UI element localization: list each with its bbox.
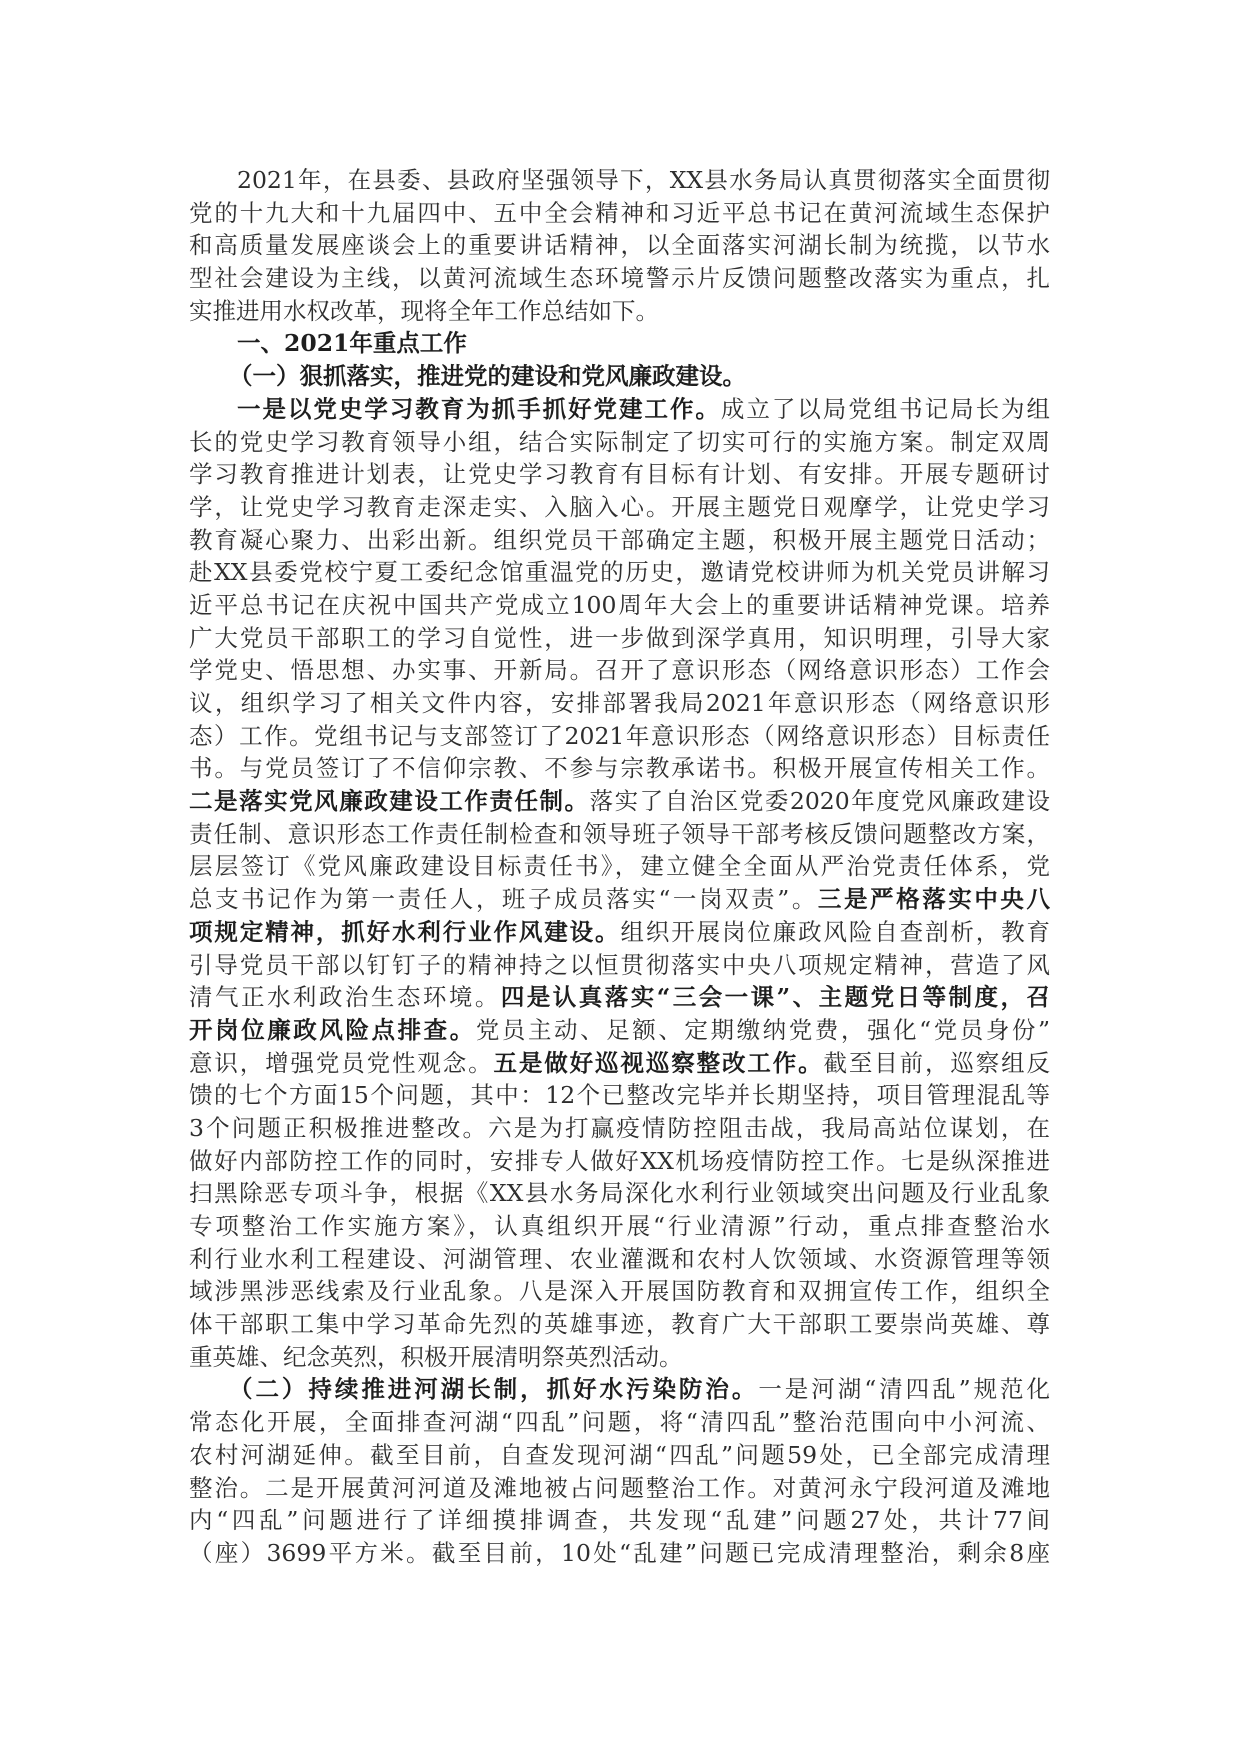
text-line [189,850,1050,883]
text-line [189,654,1050,687]
body-text: 态）工作。党组书记与支部签订了2021年意识形态（网络意识形态）目标责任 [189,721,1050,750]
text-line [189,589,1050,622]
body-text: 域涉黑涉恶线索及行业乱象。八是深入开展国防教育和双拥宣传工作，组织全 [189,1277,1050,1306]
body-text: 层层签订《党风廉政建设目标责任书》，建立健全全面从严治党责任体系，党 [189,852,1050,881]
text-line [189,295,1050,328]
body-text: 做好内部防控工作的同时，安排专人做好XX机场疫情防控工作。七是纵深推进 [189,1146,1050,1175]
body-text: 责任制、意识形态工作责任制检查和领导班子领导干部考核反馈问题整改方案， [189,819,1050,848]
body-text: 体干部职工集中学习革命先烈的英雄事迹，教育广大干部职工要崇尚英雄、尊 [189,1310,1050,1339]
document-body [189,164,1050,1570]
body-text: 一是河湖“清四乱”规范化 [758,1375,1051,1404]
body-text: 党的十九大和十九届四中、五中全会精神和习近平总书记在黄河流域生态保护 [189,198,1050,227]
body-text: 型社会建设为主线，以黄河流域生态环境警示片反馈问题整改落实为重点，扎 [189,264,1050,293]
bold-heading-text: 一、2021年重点工作 [237,329,467,358]
bold-heading-text: 项规定精神，抓好水利行业作风建设。 [189,917,621,946]
body-text: 馈的七个方面15个问题，其中：12个已整改完毕并长期坚持，项目管理混乱等 [189,1081,1050,1110]
text-line [189,458,1050,491]
text-line [189,1210,1050,1243]
body-text: 扫黑除恶专项斗争，根据《XX县水务局深化水利行业领域突出问题及行业乱象 [189,1179,1050,1208]
text-line [189,687,1050,720]
text-line [189,1537,1050,1570]
body-text: 截至目前，巡察组反 [823,1048,1051,1077]
body-text: 引导党员干部以钉钉子的精神持之以恒贯彻落实中央八项规定精神，营造了风 [189,950,1050,979]
text-line [189,1145,1050,1178]
text-line [189,262,1050,295]
text-line [189,1014,1050,1047]
body-text: 整治。二是开展黄河河道及滩地被占问题整治工作。对黄河永宁段河道及滩地 [189,1473,1050,1502]
text-line [189,1047,1050,1080]
body-text: 长的党史学习教育领导小组，结合实际制定了切实可行的实施方案。制定双周 [189,427,1050,456]
text-line [189,1243,1050,1276]
body-text: 组织开展岗位廉政风险自查剖析，教育 [620,917,1051,946]
text-line [189,622,1050,655]
body-text: 3个问题正积极推进整改。六是为打赢疫情防控阻击战，我局高站位谋划，在 [189,1113,1050,1142]
body-text: 常态化开展，全面排查河湖“四乱”问题，将“清四乱”整治范围向中小河流、 [189,1408,1050,1437]
body-text: 书。与党员签订了不信仰宗教、不参与宗教承诺书。积极开展宣传相关工作。 [189,754,1050,783]
body-text: 学，让党史学习教育走深走实、入脑入心。开展主题党日观摩学，让党史学习 [189,492,1050,521]
text-line [189,491,1050,524]
body-text: 议，组织学习了相关文件内容，安排部署我局2021年意识形态（网络意识形 [189,689,1050,717]
text-line [189,1079,1050,1112]
body-text: 意识，增强党员党性观念。 [189,1048,494,1077]
text-line [189,1308,1050,1341]
text-line [189,556,1050,589]
body-text: 党员主动、足额、定期缴纳党费，强化“党员身份” [475,1015,1051,1044]
text-line [189,785,1050,818]
text-line [189,327,1050,360]
text-line [189,1439,1050,1472]
body-text: 和高质量发展座谈会上的重要讲话精神，以全面落实河湖长制为统揽，以节水 [189,231,1050,260]
text-line [189,1112,1050,1145]
body-text: 近平总书记在庆祝中国共产党成立100周年大会上的重要讲话精神党课。培养 [189,590,1050,619]
body-text: 利行业水利工程建设、河湖管理、农业灌溉和农村人饮领域、水资源管理等领 [189,1244,1050,1273]
bold-heading-text: 二是落实党风廉政建设工作责任制。 [189,787,590,816]
body-text: 2021年，在县委、县政府坚强领导下，XX县水务局认真贯彻落实全面贯彻 [237,166,1050,194]
body-text: 学党史、悟思想、办实事、开新局。召开了意识形态（网络意识形态）工作会 [189,656,1050,685]
text-line [189,818,1050,851]
body-text: （座）3699平方米。截至目前，10处“乱建”问题已完成清理整治，剩余8座 [189,1538,1050,1567]
body-text: 内“四乱”问题进行了详细摸排调查，共发现“乱建”问题27处，共计77间 [189,1506,1050,1535]
text-line [189,360,1050,393]
body-text: 赴XX县委党校宁夏工委纪念馆重温党的历史，邀请党校讲师为机关党员讲解习 [189,558,1050,587]
bold-heading-text: 三是严格落实中央八 [817,885,1051,914]
text-line [189,720,1050,753]
body-text: 实推进用水权改革，现将全年工作总结如下。 [189,296,659,325]
body-text: 广大党员干部职工的学习自觉性，进一步做到深学真用，知识明理，引导大家 [189,623,1050,652]
text-line [189,393,1050,426]
text-line [189,1504,1050,1537]
bold-heading-text: 一是以党史学习教育为抓手抓好党建工作。 [237,394,721,423]
body-text: 重英雄、纪念英烈，积极开展清明祭英烈活动。 [189,1342,683,1371]
text-line [189,1373,1050,1406]
body-text: 成立了以局党组书记局长为组 [720,394,1051,423]
text-line [189,1341,1050,1374]
text-line [189,524,1050,557]
text-line [189,949,1050,982]
text-line [189,1275,1050,1308]
bold-heading-text: （一）狠抓落实，推进党的建设和党风廉政建设。 [229,362,746,391]
bold-heading-text: 五是做好巡视巡察整改工作。 [493,1048,824,1077]
body-text: 农村河湖延伸。截至目前，自查发现河湖“四乱”问题59处，已全部完成清理 [189,1440,1050,1469]
bold-heading-text: 开岗位廉政风险点排查。 [189,1015,476,1044]
body-text: 教育凝心聚力、出彩出新。组织党员干部确定主题，积极开展主题党日活动； [189,525,1050,554]
text-line [189,752,1050,785]
text-line [189,164,1050,197]
text-line [189,229,1050,262]
bold-heading-text: 四是认真落实“三会一课”、主题党日等制度，召 [500,983,1050,1012]
text-line [189,1406,1050,1439]
text-line [189,916,1050,949]
text-line [189,981,1050,1014]
bold-heading-text: （二）持续推进河湖长制，抓好水污染防治。 [229,1375,759,1404]
text-line [189,883,1050,916]
text-line [189,426,1050,459]
body-text: 专项整治工作实施方案》，认真组织开展“行业清源”行动，重点排查整治水 [189,1212,1050,1240]
body-text: 落实了自治区党委2020年度党风廉政建设 [589,787,1050,816]
text-line [189,1177,1050,1210]
text-line [189,1472,1050,1505]
text-line [189,197,1050,230]
body-text: 清气正水利政治生态环境。 [189,983,501,1012]
body-text: 总支书记作为第一责任人，班子成员落实“一岗双责”。 [189,885,818,914]
body-text: 学习教育推进计划表，让党史学习教育有目标有计划、有安排。开展专题研讨 [189,460,1050,489]
